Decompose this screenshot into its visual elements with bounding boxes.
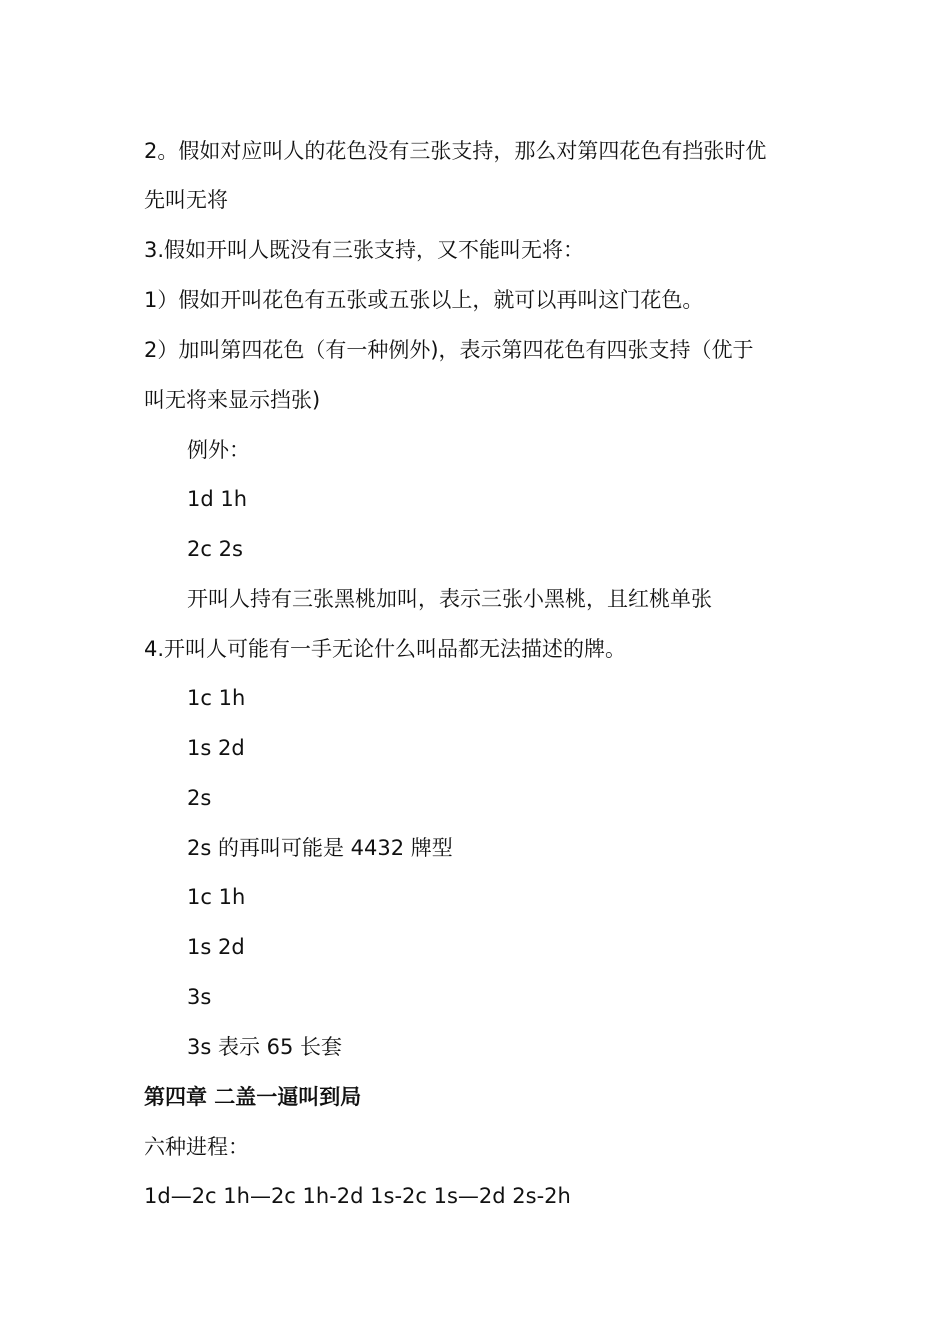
bidding-sequence-line: 1s 2d bbox=[187, 736, 245, 760]
paragraph-line: 3.假如开叫人既没有三张支持，又不能叫无将： bbox=[144, 238, 585, 262]
bidding-sequence-line: 1s 2d bbox=[187, 935, 245, 959]
indented-line: 开叫人持有三张黑桃加叫，表示三张小黑桃，且红桃单张 bbox=[187, 587, 712, 611]
bidding-sequence-line: 1c 1h bbox=[187, 686, 246, 710]
bidding-sequence-line: 1d—2c 1h—2c 1h-2d 1s-2c 1s—2d 2s-2h bbox=[144, 1184, 571, 1208]
paragraph-line: 4.开叫人可能有一手无论什么叫品都无法描述的牌。 bbox=[144, 637, 627, 661]
paragraph-line: 六种进程： bbox=[144, 1135, 249, 1159]
indented-line: 2s 的再叫可能是 4432 牌型 bbox=[187, 836, 453, 860]
indented-line: 3s 表示 65 长套 bbox=[187, 1035, 343, 1059]
indented-line: 例外： bbox=[187, 438, 250, 462]
paragraph-line: 先叫无将 bbox=[144, 188, 228, 212]
bidding-sequence-line: 1d 1h bbox=[187, 487, 248, 511]
paragraph-line: 1）假如开叫花色有五张或五张以上，就可以再叫这门花色。 bbox=[144, 288, 704, 312]
paragraph-line: 2）加叫第四花色（有一种例外)，表示第四花色有四张支持（优于 bbox=[144, 338, 754, 362]
chapter-heading: 第四章 二盖一逼叫到局 bbox=[144, 1085, 362, 1109]
bidding-sequence-line: 2c 2s bbox=[187, 537, 243, 561]
paragraph-line: 2。假如对应叫人的花色没有三张支持，那么对第四花色有挡张时优 bbox=[144, 139, 767, 163]
paragraph-line: 叫无将来显示挡张) bbox=[144, 388, 321, 412]
bidding-sequence-line: 1c 1h bbox=[187, 885, 246, 909]
bidding-sequence-line: 2s bbox=[187, 786, 212, 810]
bidding-sequence-line: 3s bbox=[187, 985, 212, 1009]
